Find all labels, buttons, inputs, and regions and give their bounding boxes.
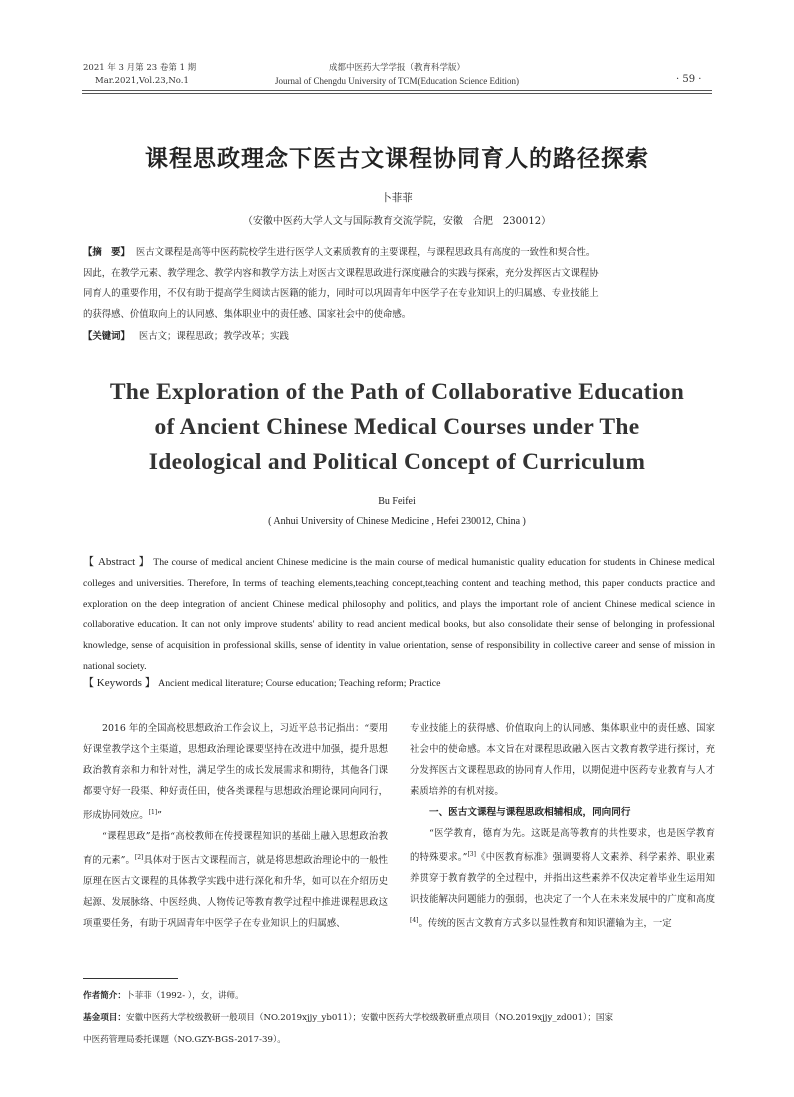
body-text: “课程思政”是指“高校教师在传授课程知识的基础上融入思想政治教育的元素”。 (83, 831, 388, 867)
title-en-line: of Ancient Chinese Medical Courses under The (154, 414, 640, 440)
keywords-en-text: Ancient medical literature; Course education; Teaching reform; Practice (158, 678, 441, 689)
citation: [2] (134, 854, 144, 862)
header-rule-2 (82, 93, 712, 94)
footnotes (83, 985, 715, 1051)
abstract-cn-line: 的获得感、价值取向上的认同感、集体职业中的责任感、国家社会中的使命感。 (83, 308, 412, 320)
abstract-en (83, 552, 715, 678)
abstract-en-text: The course of medical ancient Chinese medicine is the main course of medical humanistic quality education for students in Chinese medical colleges and universities. Therefore, In terms of teaching elements,teaching concept,teaching content and teaching method, this paper conducts practice and exploration on the deep integration of ancient Chinese medical philosophy and politics, and plays the important role of ancient Chinese medical science in collaborative education. It can not only improve students' ability to read ancient medical books, but also consolidate their sense of belonging in professional knowledge, sense of acquisition in professional skills, sense of identity in value orientation, sense of responsibility in collective career and sense of mission in national society. (83, 557, 715, 672)
abstract-cn-tag: 【摘 要】 (83, 247, 130, 258)
footnote-rule (83, 978, 178, 979)
affiliation-cn: （安徽中医药大学人文与国际教育交流学院，安徽 合肥 230012） (242, 216, 552, 227)
title-en-line: Ideological and Political Concept of Curriculum (148, 449, 646, 475)
abstract-cn (83, 243, 713, 325)
issue-cn: 2021 年 3 月第 23 卷第 1 期 (83, 63, 197, 73)
body-text: 《中医教育标准》强调要将人文素养、科学素养、职业素养贯穿于教育教学的全过程中，并指出这些素养不仅决定着毕业生运用知识技能解决问题能力的强弱，也决定了一个人在未来发展中的广度和高度 (410, 852, 715, 906)
author-note-tag: 作者简介： (83, 991, 126, 1001)
fund-line: 中医药管理局委托课题（NO.GZY-BGS-2017-39）。 (83, 1035, 286, 1045)
title-en-line: The Exploration of the Path of Collaborative Education (109, 379, 685, 405)
body-left-column (83, 718, 388, 934)
keywords-cn (83, 328, 713, 342)
abstract-cn-line: 同育人的重要作用，不仅有助于提高学生阅读古医籍的能力，同时可以巩固青年中医学子在专业知识上的归属感、专业技能上 (83, 288, 599, 300)
body-text: ” (157, 810, 162, 822)
author-note: 卜菲菲（1992- ），女，讲师。 (125, 991, 244, 1001)
section-heading: 一、医古文课程与课程思政相辅相成，同向同行 (429, 807, 631, 818)
body-paragraph (83, 826, 388, 934)
body-right-column (410, 718, 715, 934)
journal-cn: 成都中医药大学学报（教育科学版） (328, 63, 465, 73)
citation: [1] (148, 809, 158, 816)
keywords-cn-text: 医古文；课程思政；教学改革；实践 (138, 331, 289, 342)
title-en (60, 375, 734, 480)
keywords-en (83, 674, 440, 690)
keywords-en-tag: 【 Keywords 】 (83, 677, 156, 689)
journal-en: Journal of Chengdu University of TCM(Education Science Edition) (274, 76, 520, 86)
keywords-cn-tag: 【关键词】 (83, 331, 130, 342)
issue-en: Mar.2021,Vol.23,No.1 (95, 76, 189, 86)
body-text: “医学教育，德育为先。这既是高等教育的共性要求，也是医学教育的特殊要求。” (410, 828, 715, 864)
title-cn: 课程思政理念下医古文课程协同育人的路径探索 (145, 145, 649, 172)
body-paragraph (83, 718, 388, 826)
fund-line: 安徽中医药大学校级教研一般项目（NO.2019xjjy_yb011）；安徽中医药大学校级教研重点项目（NO.2019xjjy_zd001）；国家 (125, 1013, 614, 1023)
citation: [3] (467, 851, 476, 858)
abstract-cn-line: 医古文课程是高等中医药院校学生进行医学人文素质教育的主要课程，与课程思政具有高度的一致性和契合性。 (135, 247, 596, 258)
page-number: · 59 · (676, 74, 702, 85)
affiliation-en: ( Anhui University of Chinese Medicine , Hefei 230012, China ) (268, 516, 526, 527)
citation: [4] (410, 917, 419, 925)
header-rule (82, 90, 712, 91)
body-text: 具体对于医古文课程而言，就是将思想政治理论中的一般性原理在医古文课程的具体教学实践中进行深化和升华，如可以在介绍历史起源、发展脉络、中医经典、人物传记等教育教学过程中推进课程思政这项重要任务，有助于巩固青年中医学子在专业知识上的归属感、 (83, 855, 388, 930)
abstract-en-tag: 【 Abstract 】 (83, 556, 151, 568)
body-paragraph (410, 823, 715, 934)
fund-tag: 基金项目： (83, 1013, 126, 1023)
body-text: 2016 年的全国高校思想政治工作会议上，习近平总书记指出：“要用好课堂教学这个主渠道，思想政治理论课要坚持在改进中加强，提升思想政治教育亲和力和针对性，满足学生的成长发展需求和期待，其他各门课都要守好一段渠、种好责任田，使各类课程与思想政治理论课同向同行，形成协同效应。 (83, 723, 388, 822)
author-cn: 卜菲菲 (381, 192, 413, 204)
body-text: 。传统的医古文教育方式多以显性教育和知识灌输为主，一定 (418, 918, 672, 930)
abstract-cn-line: 因此，在教学元素、教学理念、教学内容和教学方法上对医古文课程思政进行深度融合的实践与探索，充分发挥医古文课程协 (83, 267, 599, 279)
author-en: Bu Feifei (378, 496, 416, 507)
body-paragraph: 专业技能上的获得感、价值取向上的认同感、集体职业中的责任感、国家社会中的使命感。本文旨在对课程思政融入医古文教育教学进行探讨，充分发挥医古文课程思政的协同育人作用，以期促进中医药专业教育与人才素质培养的有机对接。 (410, 723, 715, 797)
